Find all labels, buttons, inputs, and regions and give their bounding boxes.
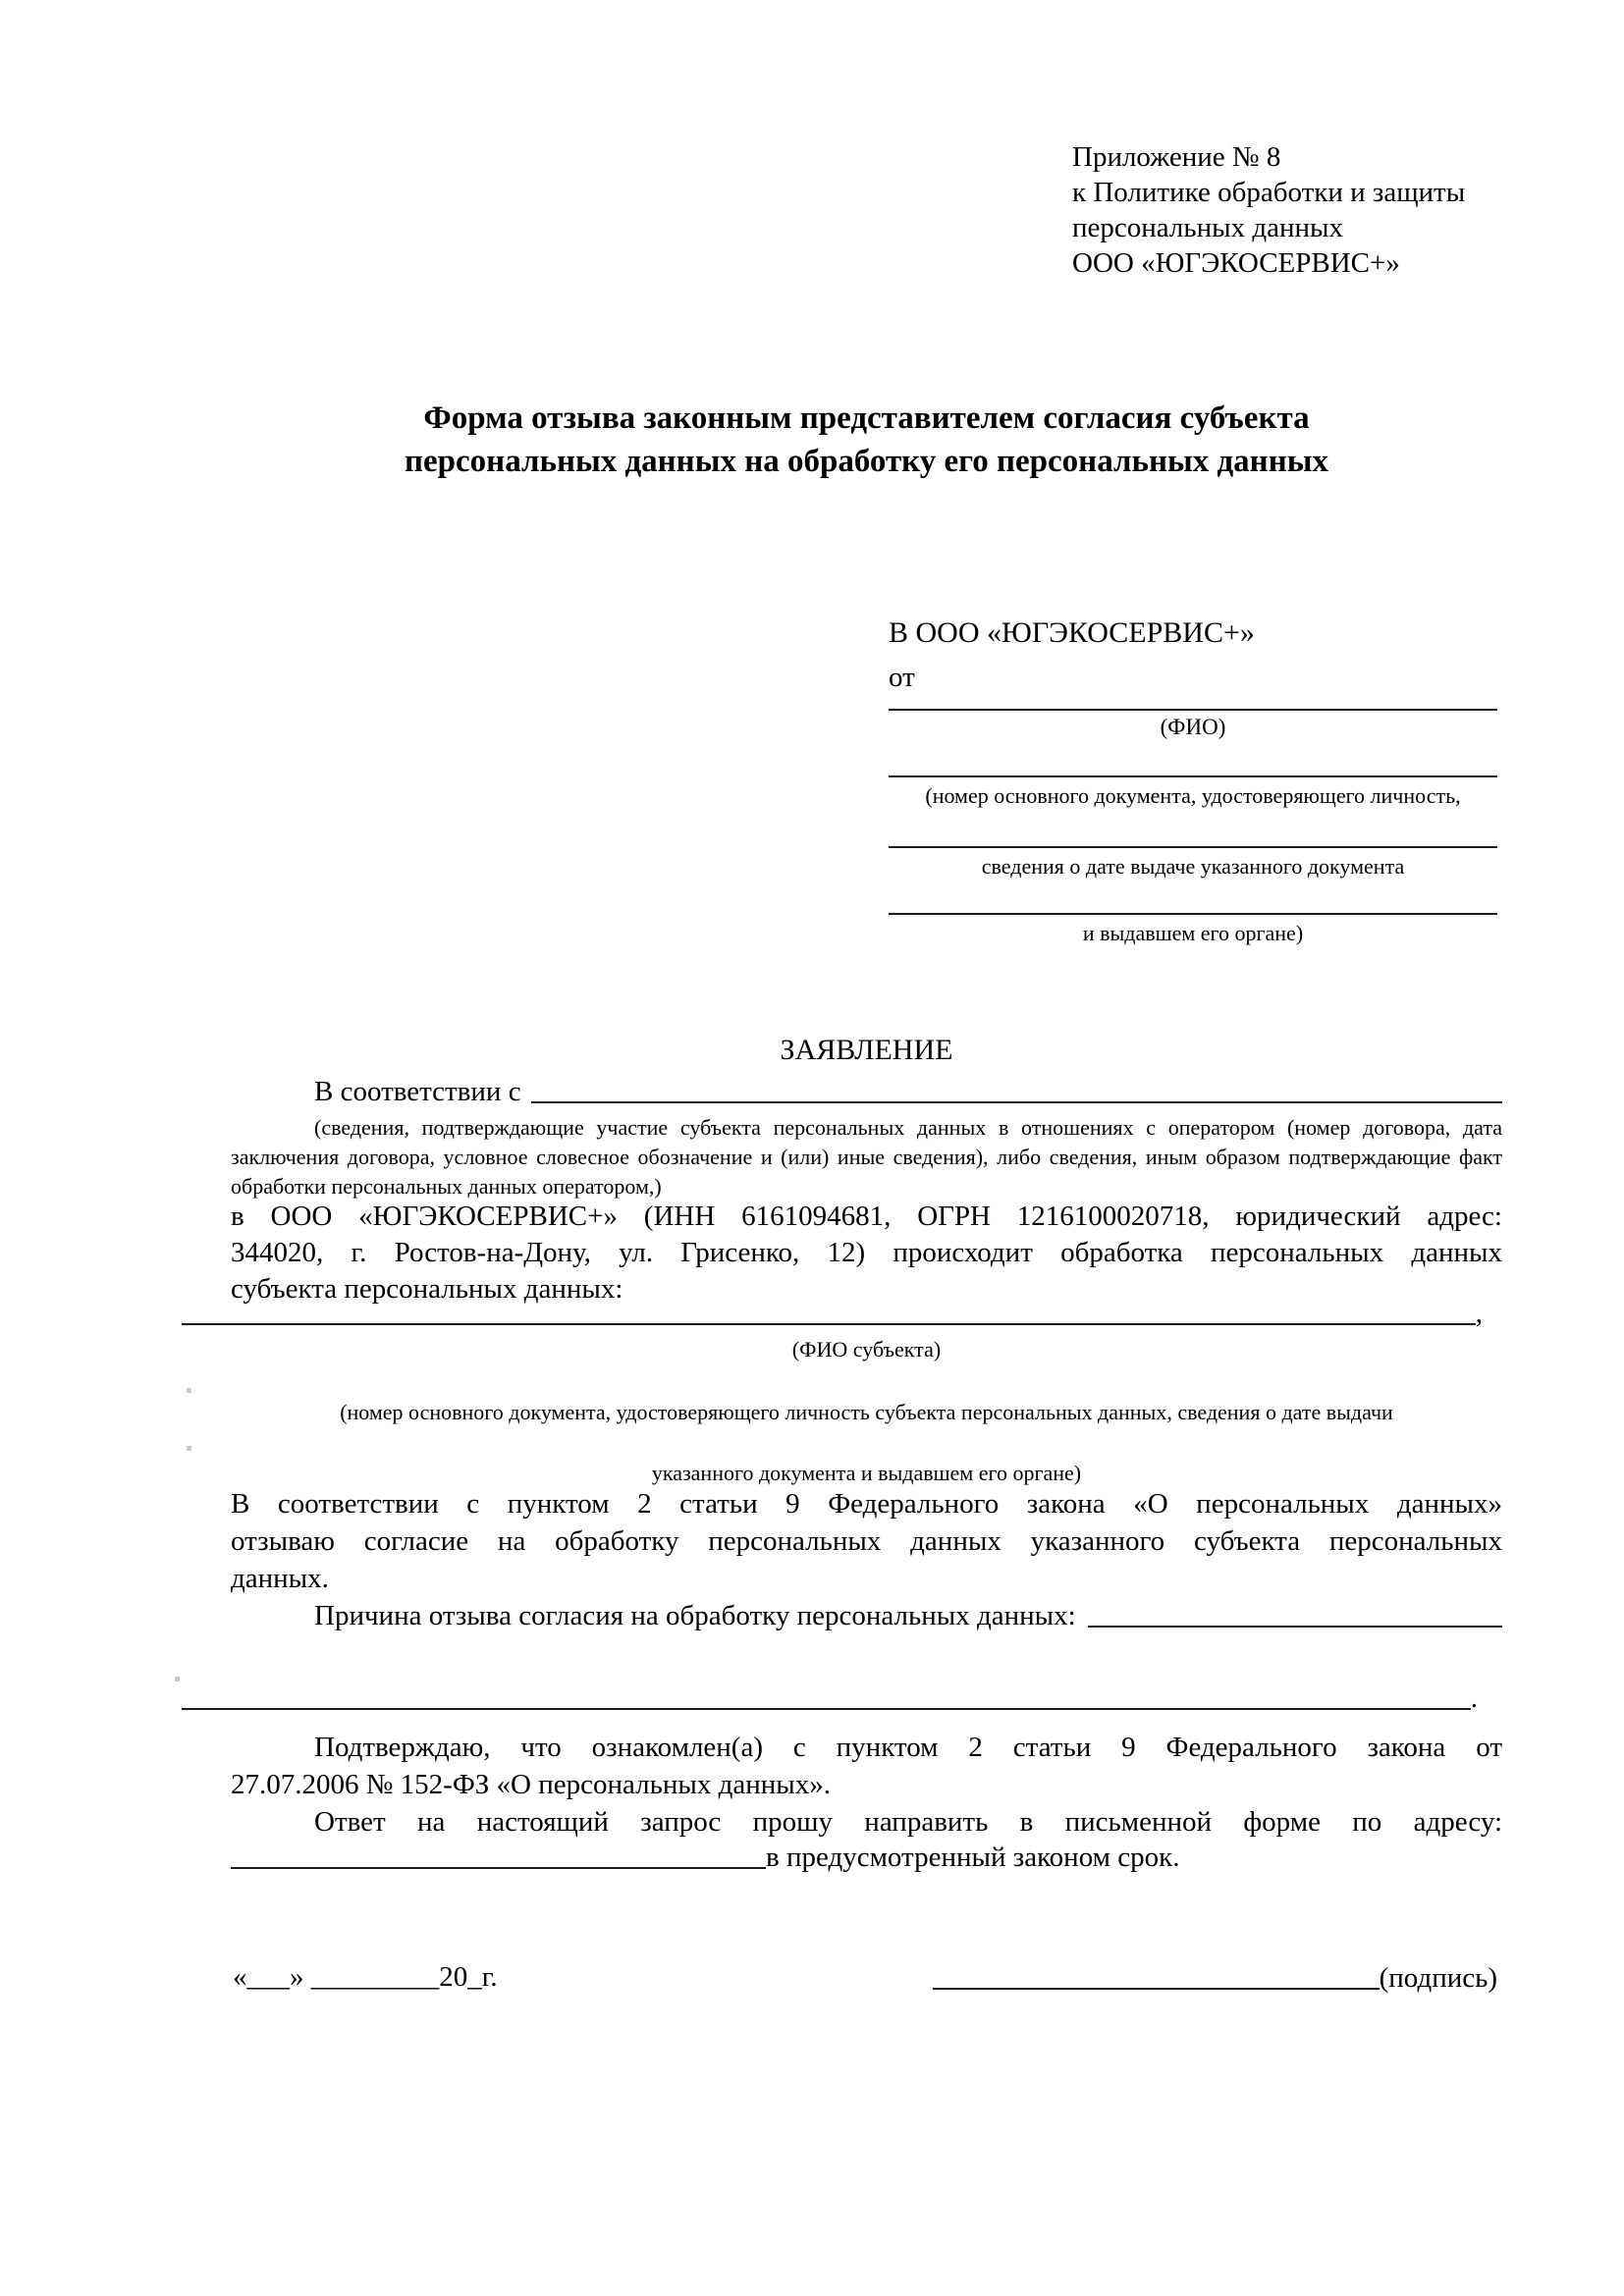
statement-heading: ЗАЯВЛЕНИЕ xyxy=(780,1034,953,1066)
appendix-header-line: ООО «ЮГЭКОСЕРВИС+» xyxy=(1072,247,1400,279)
intro-note-line-1: (сведения, подтверждающие участие субъекта персональных данных в отношениях с оператором (номер договора, дата xyxy=(314,1115,1502,1140)
doc-issuer-blank-field xyxy=(889,881,1497,915)
appendix-header-line: Приложение № 8 xyxy=(1072,141,1281,173)
subject-fio-row xyxy=(182,1298,1483,1331)
appendix-header-line: к Политике обработки и защиты xyxy=(1072,177,1466,208)
stray-mark xyxy=(187,1388,191,1393)
reason-continuation-blank-field xyxy=(182,1708,1471,1710)
appendix-header-line: персональных данных xyxy=(1072,212,1344,243)
reason-continuation-row xyxy=(182,1682,1478,1716)
withdraw-paragraph-line-2: отзываю согласие на обработку персональных данных указанного субъекта персональных xyxy=(231,1525,1502,1557)
subject-fio-caption: (ФИО субъекта) xyxy=(791,1337,942,1362)
reason-trailing-period: . xyxy=(1470,1682,1478,1714)
fio-caption: (ФИО) xyxy=(1160,715,1226,739)
subject-doc-caption-1: (номер основного документа, удостоверяющего личность субъекта персональных данных, сведения о дате выдачи xyxy=(340,1400,1393,1424)
doc-caption-2: сведения о дате выдаче указанного документа xyxy=(981,854,1405,879)
intro-note-line-3: обработки персональных данных оператором,) xyxy=(231,1174,662,1199)
intro-lead-text: В соответствии с xyxy=(314,1076,521,1107)
response-address-row xyxy=(231,1840,1502,1875)
operator-paragraph-line-3: субъекта персональных данных: xyxy=(231,1273,623,1305)
subject-doc-caption-2: указанного документа и выдавшем его органе) xyxy=(651,1461,1082,1485)
operator-paragraph-line-1: в ООО «ЮГЭКОСЕРВИС+» (ИНН 6161094681, ОГРН 1216100020718, юридический адрес: xyxy=(231,1201,1502,1232)
doc-caption-1: (номер основного документа, удостоверяющего личность, xyxy=(925,783,1461,808)
intro-note-line-2: заключения договора, условное словесное обозначение и (или) иные сведения), либо сведения, иным образом подтверждающие факт xyxy=(231,1145,1502,1169)
confirm-paragraph-line-2: 27.07.2006 № 152-ФЗ «О персональных данных». xyxy=(231,1769,831,1800)
subject-fio-blank-field xyxy=(182,1323,1476,1325)
confirm-paragraph-line-1: Подтверждаю, что ознакомлен(а) с пунктом 2 статьи 9 Федерального закона от xyxy=(314,1732,1502,1763)
appendix-header xyxy=(1072,139,1465,281)
withdraw-paragraph-line-3: данных. xyxy=(231,1563,329,1594)
signature-caption: (подпись) xyxy=(1379,1962,1497,1994)
document-title xyxy=(231,397,1502,483)
document-title-line: персональных данных на обработку его персональных данных xyxy=(405,444,1328,479)
reason-row xyxy=(231,1598,1502,1633)
response-address-blank-field xyxy=(231,1867,766,1869)
stray-mark xyxy=(187,1446,191,1451)
intro-row xyxy=(314,1074,1502,1109)
date-line: «___» _________20_г. xyxy=(233,1961,498,1993)
doc-number-blank-field xyxy=(889,744,1497,777)
reason-blank-field xyxy=(1088,1626,1502,1628)
response-tail-text: в предусмотренный законом срок. xyxy=(766,1842,1180,1873)
operator-paragraph-line-2: 344020, г. Ростов-на-Дону, ул. Грисенко, 12) происходит обработка персональных данных xyxy=(231,1237,1502,1268)
signature-row xyxy=(933,1956,1497,1996)
withdraw-paragraph-line-1: В соответствии с пунктом 2 статьи 9 Федерального закона «О персональных данных» xyxy=(231,1488,1502,1520)
signature-blank-field xyxy=(933,1988,1380,1990)
intro-blank-field xyxy=(531,1101,1502,1103)
doc-caption-3: и выдавшем его органе) xyxy=(1082,921,1304,945)
stray-mark xyxy=(175,1677,180,1682)
subject-fio-trailing-comma: , xyxy=(1475,1298,1483,1329)
fio-blank-field xyxy=(889,677,1497,711)
document-title-line: Форма отзыва законным представителем согласия субъекта xyxy=(423,400,1310,436)
response-request-line: Ответ на настоящий запрос прошу направить в письменной форме по адресу: xyxy=(314,1806,1502,1838)
doc-date-blank-field xyxy=(889,815,1497,848)
addressee-to: В ООО «ЮГЭКОСЕРВИС+» xyxy=(889,616,1255,649)
addressee-from-label: от xyxy=(889,662,915,693)
reason-label: Причина отзыва согласия на обработку персональных данных: xyxy=(314,1600,1076,1631)
